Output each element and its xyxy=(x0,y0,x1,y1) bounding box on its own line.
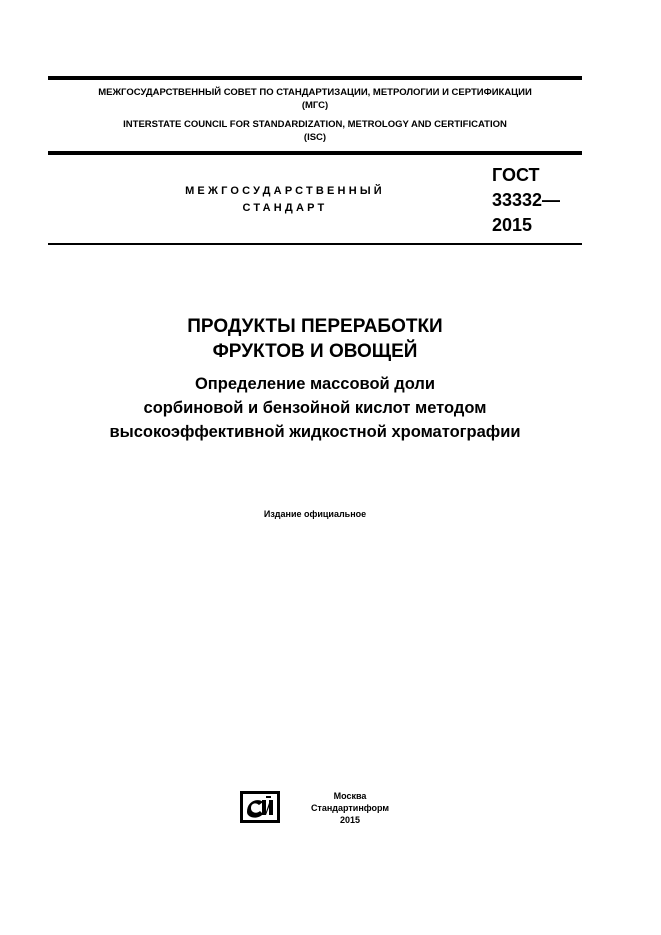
title-line1: ПРОДУКТЫ ПЕРЕРАБОТКИ xyxy=(187,316,443,337)
subtitle-line3: высокоэффективной жидкостной хроматографии xyxy=(109,423,521,441)
edition-label: Издание официальное xyxy=(263,509,367,519)
title-line2: ФРУКТОВ И ОВОЩЕЙ xyxy=(212,341,418,362)
standartinform-logo-icon xyxy=(239,790,281,824)
header-middle-rule xyxy=(48,151,582,155)
standard-kind-line1: МЕЖГОСУДАРСТВЕННЫЙ xyxy=(185,185,385,197)
council-en-line1: INTERSTATE COUNCIL FOR STANDARDIZATION, METROLOGY AND CERTIFICATION xyxy=(123,119,507,130)
standard-kind-line2: СТАНДАРТ xyxy=(242,202,328,214)
publisher-name: Стандартинформ xyxy=(310,803,390,813)
publisher-city: Москва xyxy=(333,791,367,801)
subtitle-line1: Определение массовой доли xyxy=(194,375,436,393)
council-ru-line1: МЕЖГОСУДАРСТВЕННЫЙ СОВЕТ ПО СТАНДАРТИЗАЦИИ, МЕТРОЛОГИИ И СЕРТИФИКАЦИИ xyxy=(98,87,532,98)
council-en-abbrev: (ISC) xyxy=(303,132,327,143)
publisher-year: 2015 xyxy=(339,815,361,825)
header-bottom-rule xyxy=(48,243,582,245)
council-ru-abbrev: (МГС) xyxy=(301,100,329,111)
header-top-rule xyxy=(48,76,582,80)
gost-year: 2015 xyxy=(492,215,533,235)
gost-number: 33332— xyxy=(492,190,561,210)
gost-prefix: ГОСТ xyxy=(492,165,540,185)
subtitle-line2: сорбиновой и бензойной кислот методом xyxy=(143,399,487,417)
